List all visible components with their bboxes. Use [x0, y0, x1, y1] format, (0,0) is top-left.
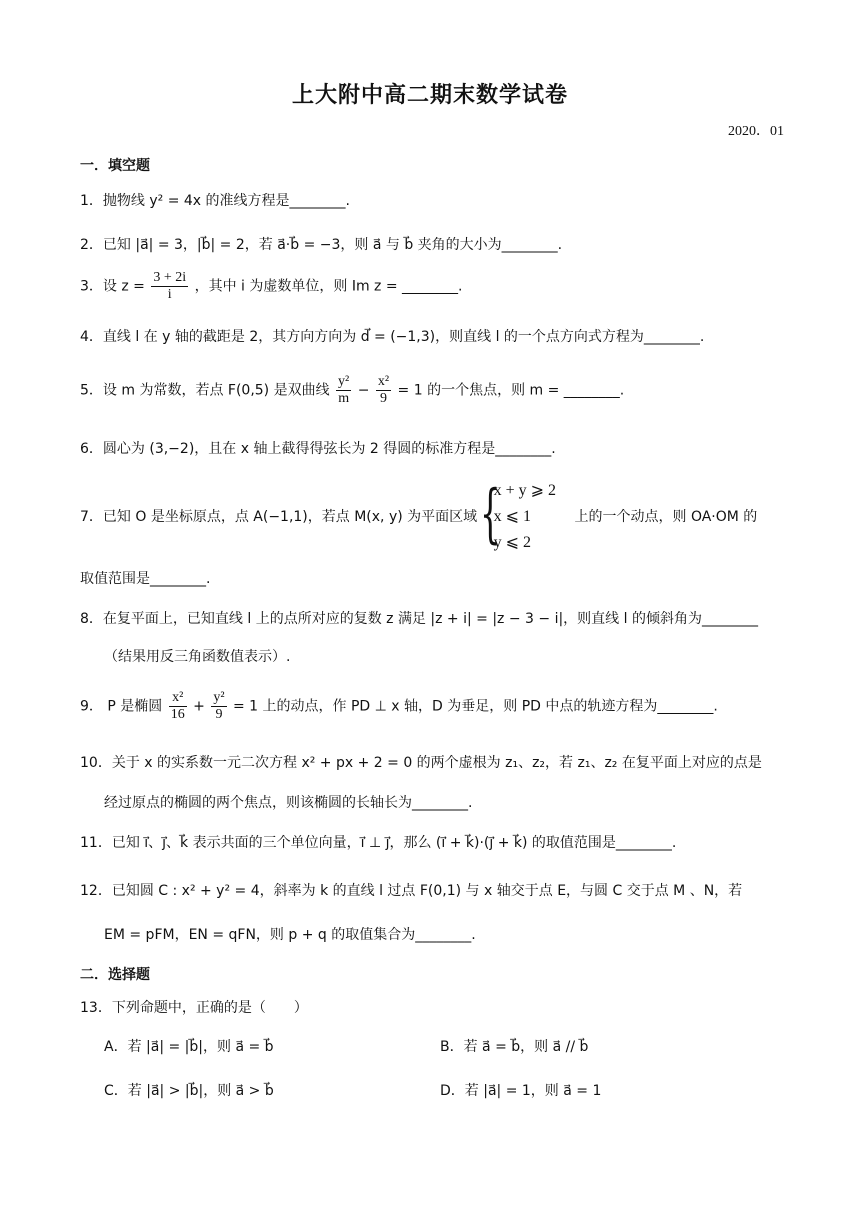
fraction-numerator: y²	[213, 690, 225, 705]
question-13-option-b: B．若 a⃗ = b⃗，则 a⃗ // b⃗	[440, 1039, 589, 1055]
question-3	[80, 270, 462, 303]
question-2: 2．已知 |a⃗| = 3，|b⃗| = 2，若 a⃗·b⃗ = −3，则 a⃗ 与 b⃗ 夹角的大小为________.	[80, 237, 563, 253]
page-title: 上大附中高二期末数学试卷	[291, 83, 568, 108]
fraction-denominator: m	[338, 391, 350, 406]
question-4: 4．直线 l 在 y 轴的截距是 2，其方向方向为 d⃗ = (−1,3)，则直线 l 的一个点方向式方程为________.	[80, 329, 705, 345]
question-5-suffix: = 1 的一个焦点，则 m = ________.	[397, 382, 625, 399]
fraction-denominator: 9	[379, 391, 387, 406]
inequality-1: x + y ⩾ 2	[493, 482, 557, 499]
question-10-continuation: 经过原点的椭圆的两个焦点，则该椭圆的长轴长为________.	[104, 795, 473, 811]
inequality-3: y ⩽ 2	[493, 534, 532, 551]
fraction-denominator: 16	[170, 707, 185, 722]
question-3-prefix: 3．设 z =	[80, 278, 145, 295]
question-5-fraction-2	[376, 374, 391, 407]
question-10: 10．关于 x 的实系数一元二次方程 x² + px + 2 = 0 的两个虚根为 z₁、z₂，若 z₁、z₂ 在复平面上对应的点是	[80, 755, 762, 771]
question-5-prefix: 5．设 m 为常数，若点 F(0,5) 是双曲线	[80, 382, 330, 399]
question-12-continuation: EM = pFM，EN = qFN，则 p + q 的取值集合为________.	[104, 927, 476, 943]
left-brace: {	[479, 477, 500, 551]
question-7-suffix: 上的一个动点，则 OA·OM 的	[574, 509, 758, 525]
question-11: 11．已知 i⃗、j⃗、k⃗ 表示共面的三个单位向量，i⃗ ⊥ j⃗，那么 (i⃗ + k⃗)·(j⃗ + k⃗) 的取值范围是________.	[80, 835, 677, 851]
question-9-suffix: = 1 上的动点，作 PD ⊥ x 轴，D 为垂足，则 PD 中点的轨迹方程为________.	[233, 698, 718, 715]
fraction-numerator: y²	[338, 374, 350, 389]
question-1: 1．抛物线 y² = 4x 的准线方程是________.	[80, 193, 350, 209]
question-12: 12．已知圆 C : x² + y² = 4，斜率为 k 的直线 l 过点 F(0,1) 与 x 轴交于点 E，与圆 C 交于点 M 、N，若	[80, 883, 743, 899]
question-8: 8．在复平面上，已知直线 l 上的点所对应的复数 z 满足 |z + i| = |z − 3 − i|，则直线 l 的倾斜角为________	[80, 611, 758, 627]
exam-date: 2020．01	[728, 124, 784, 139]
question-13-option-a: A．若 |a⃗| = |b⃗|，则 a⃗ = b⃗	[104, 1039, 274, 1055]
question-9-fraction-1	[169, 690, 187, 723]
question-3-suffix: ，其中 i 为虚数单位，则 Im z = ________.	[194, 278, 463, 295]
question-3-fraction	[151, 270, 188, 303]
fraction-denominator: 9	[215, 707, 223, 722]
question-7-prefix: 7．已知 O 是坐标原点，点 A(−1,1)，若点 M(x, y) 为平面区域	[80, 509, 478, 525]
question-6: 6．圆心为 (3,−2)，且在 x 轴上截得得弦长为 2 得圆的标准方程是________.	[80, 441, 556, 457]
question-7-continuation: 取值范围是________.	[80, 571, 211, 587]
fraction-numerator: x²	[169, 690, 187, 707]
question-5	[80, 374, 624, 407]
fraction-denominator: i	[167, 287, 172, 302]
plus-sign: +	[193, 698, 205, 715]
fraction-numerator: 3 + 2i	[153, 270, 187, 285]
question-9	[80, 690, 718, 723]
question-13: 13．下列命题中，正确的是（ ）	[80, 1000, 308, 1016]
fraction-numerator: x²	[377, 374, 390, 389]
question-13-option-d: D．若 |a⃗| = 1，则 a⃗ = 1	[440, 1083, 602, 1099]
question-9-fraction-2	[211, 690, 226, 723]
minus-sign: −	[357, 382, 370, 399]
question-8-continuation: （结果用反三角函数值表示）.	[104, 649, 291, 665]
inequality-system	[479, 477, 557, 556]
section-choice-heading: 二．选择题	[80, 967, 150, 983]
question-9-prefix: 9． P 是椭圆	[80, 698, 163, 715]
section-fill-in-heading: 一．填空题	[80, 158, 150, 174]
question-5-fraction-1	[336, 374, 351, 407]
question-7	[80, 478, 757, 556]
question-13-option-c: C．若 |a⃗| > |b⃗|，则 a⃗ > b⃗	[104, 1083, 274, 1099]
inequality-2: x ⩽ 1	[493, 508, 532, 525]
